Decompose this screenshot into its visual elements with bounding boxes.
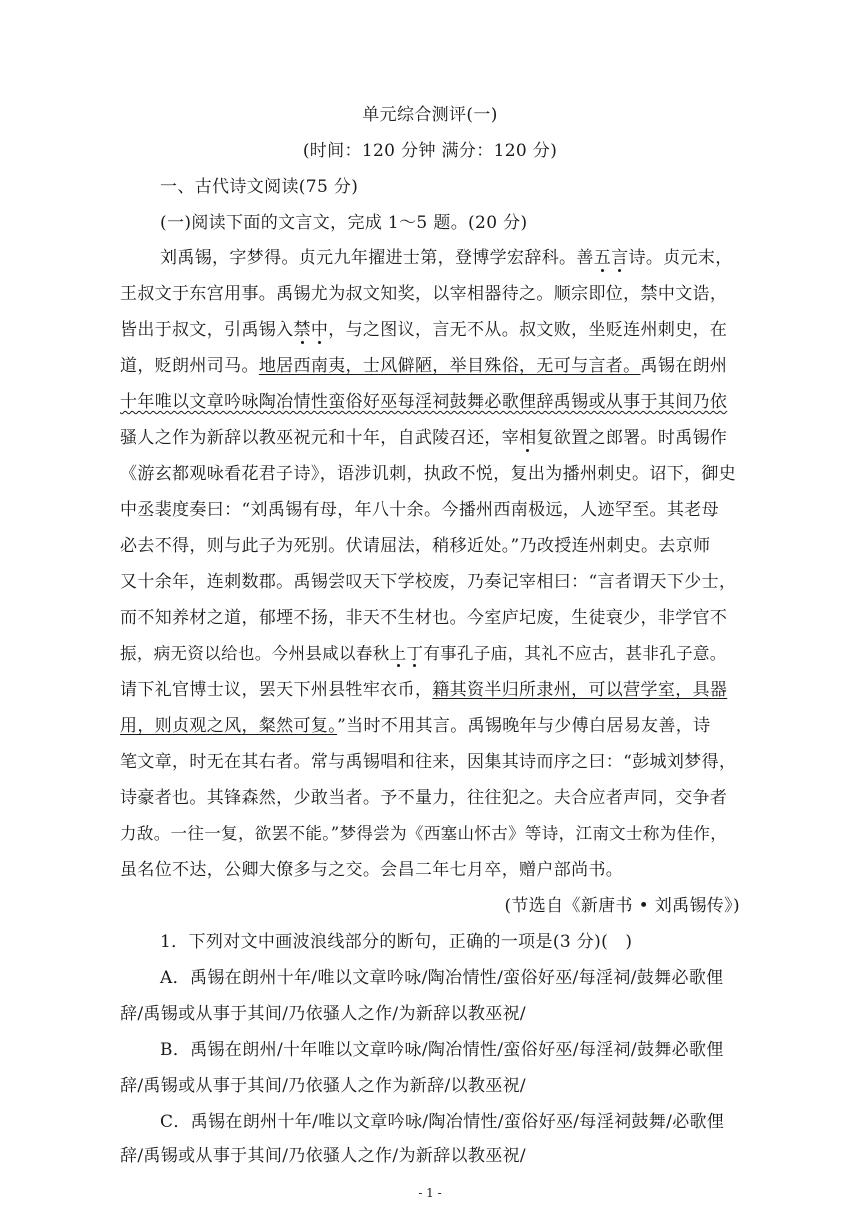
passage-source: (节选自《新唐书 • 刘禹锡传》) (504, 896, 740, 916)
passage-line-18: 虽名位不达，公卿大僚多与之交。会昌二年七月卒，赠户部尚书。 (120, 860, 624, 880)
underlined-sentence-2: 籍其资半归所隶州，可以营学室，具器 (432, 680, 728, 700)
option-b-line-2: 辞/禹锡或从事于其间/乃依骚人之作为新辞/以教巫祝/ (120, 1076, 527, 1096)
passage-line-7: 《游玄都观咏看花君子诗》，语涉讥刺，执政不悦，复出为播州刺史。诏下，御史 (120, 464, 737, 484)
passage-line-15: 笔文章，时无在其右者。常与禹锡唱和往来，因集其诗而序之曰：“彭城刘梦得， (120, 752, 737, 772)
underlined-sentence-1: 地居西南夷，士风僻陋，举目殊俗，无可与言者。 (258, 356, 641, 376)
page-title: 单元综合测评(一) (362, 105, 498, 125)
passage-line-12: 振，病无资以给也。今州县咸以春秋上丁有事孔子庙，其礼不应古，甚非孔子意。 (120, 644, 727, 663)
passage-line-4: 道，贬朗州司马。地居西南夷，士风僻陋，举目殊俗，无可与言者。禹锡在朗州 (120, 356, 728, 376)
passage-line-10: 又十余年，连刺数郡。禹锡尝叹天下学校废，乃奏记宰相曰：“言者谓天下少士， (120, 572, 737, 592)
passage-line-6: 骚人之作为新辞以教巫祝元和十年，自武陵召还，宰相复欲置之郎署。时禹锡作 (120, 428, 728, 448)
passage-line-16: 诗豪者也。其锋森然，少敢当者。予不量力，往往犯之。夫合应者声同，交争者 (120, 788, 728, 808)
section-heading: 一、古代诗文阅读(75 分) (160, 177, 359, 197)
passage-line-2: 王叔文于东宫用事。禹锡尤为叔文知奖，以宰相器待之。顺宗即位，禁中文诰， (120, 284, 728, 304)
passage-line-8: 中丞裴度奏曰：“刘禹锡有母，年八十余。今播州西南极远，人迹罕至。其老母 (120, 500, 719, 520)
option-b-line-1: B．禹锡在朗州/十年唯以文章吟咏/陶冶情性/蛮俗好巫/每淫祠/鼓舞必歌俚 (160, 1040, 724, 1060)
underlined-sentence-2-cont: 用，则贞观之风，粲然可复。 (120, 716, 338, 736)
passage-line-17: 力敌。一往一复，欲罢不能。”梦得尝为《西塞山怀古》等诗，江南文士称为佳作， (120, 824, 728, 843)
option-a-line-2: 辞/禹锡或从事于其间/乃依骚人之作/为新辞以教巫祝/ (120, 1004, 527, 1024)
passage-line-14: 用，则贞观之风，粲然可复。”当时不用其言。禹锡晚年与少傅白居易友善，诗 (120, 716, 711, 736)
passage-line-13: 请下礼官博士议，罢天下州县牲牢衣币，籍其资半归所隶州，可以营学室，具器 (120, 680, 728, 700)
page-number: - 1 - (418, 1186, 442, 1200)
question-1-stem: 1．下列对文中画波浪线部分的断句，正确的一项是(3 分)( ) (160, 932, 633, 952)
passage-line-5 (120, 391, 740, 413)
option-a-line-1: A．禹锡在朗州十年/唯以文章吟咏/陶冶情性/蛮俗好巫/每淫祠/鼓舞必歌俚 (160, 968, 724, 988)
passage-line-11: 而不知养材之道，郁堙不扬，非天不生材也。今室庐圮废，生徒衰少，非学官不 (120, 608, 728, 628)
passage-line-3: 皆出于叔文，引禹锡入禁中，与之图议，言无不从。叔文败，坐贬连州刺史，在 (120, 320, 728, 340)
option-c-line-2: 辞/禹锡或从事于其间/乃依骚人之作/为新辞以教巫祝/ (120, 1146, 527, 1166)
exam-info: (时间：120 分钟 满分：120 分) (302, 141, 558, 161)
subsection-heading: (一)阅读下面的文言文，完成 1～5 题。(20 分) (160, 213, 528, 233)
passage-line-1: 刘禹锡，字梦得。贞元九年擢进士第，登博学宏辞科。善五言诗。贞元末， (160, 248, 733, 268)
wavy-underlined-segment: 十年唯以文章吟咏陶冶情性蛮俗好巫每淫祠鼓舞必歌俚辞禹锡或从事于其间乃依 (120, 392, 728, 412)
passage-line-9: 必去不得，则与此子为死别。伏请屈法，稍移近处。”乃改授连州刺史。去京师 (120, 536, 711, 556)
option-c-line-1: C．禹锡在朗州十年/唯以文章吟咏/陶冶情性/蛮俗好巫/每淫祠鼓舞/必歌俚 (160, 1112, 725, 1132)
